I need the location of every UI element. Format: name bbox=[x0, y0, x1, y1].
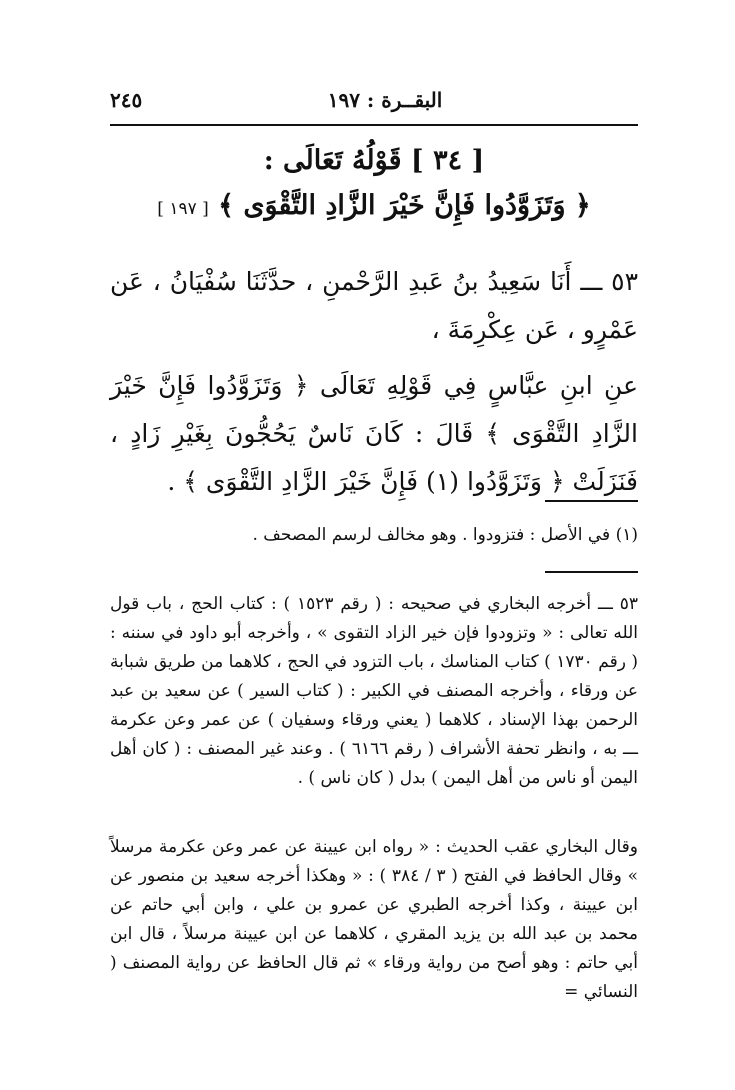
commentary-paragraph: ٥٣ ـــ أخرجه البخاري في صحيحه : ( رقم ١٥٢٣ ) : كتاب الحج ، باب قول الله تعالى : « وتزودوا فإن خير الزاد التقوى » ، وأخرجه أبو داود في سننه : ( رقم ١٧٣٠ ) كتاب المناسك ، باب التزود في الحج ، كلاهما من طريق شبابة عن ورقاء ، وأخرجه المصنف في الكبير : ( كتاب السير ) عن سعيد بن عبد الرحمن بهذا الإسناد ، كلاهما ( يعني ورقاء وسفيان ) عن عمر وعن عكرمة ـــ به ، وانظر تحفة الأشراف ( رقم ٦١٦٦ ) . وعند غير المصنف : ( كان أهل اليمن أو ناس من أهل اليمن ) بدل ( كان ناس ) . bbox=[110, 594, 639, 788]
quran-verse: ﴿ وَتَزَوَّدُوا فَإِنَّ خَيْرَ الزَّادِ التَّقْوَى ﴾ bbox=[218, 190, 591, 221]
commentary-paragraph: وقال البخاري عقب الحديث : « رواه ابن عيينة عن عمر وعن عكرمة مرسلاً » وقال الحافظ في الفتح ( ٣ / ٣٨٤ ) : « وهكذا أخرجه سعيد بن منصور عن ابن عيينة ، وكذا أخرجه الطبري عن عمرو بن علي ، وابن أبي حاتم عن محمد بن عبد الله بن يزيد المقري ، كلاهما عن ابن عيينة مرسلاً ، قال ابن أبي حاتم : وهو أصح من رواية ورقاء » ثم قال الحافظ عن رواية المصنف ( النسائي = bbox=[110, 837, 639, 1002]
hadith-matn: عنِ ابنِ عبَّاسٍ فِي قَوْلِهِ تَعَالَى ﴿ وَتَزَوَّدُوا فَإِنَّ خَيْرَ الزَّادِ التَّقْوَى ﴾ قَالَ : كَانَ نَاسٌ يَحُجُّونَ بِغَيْرِ زَادٍ ، فَنَزَلَتْ ﴿ وَتَزَوَّدُوا (١) فَإِنَّ خَيْرَ الزَّادِ التَّقْوَى ﴾ . bbox=[110, 371, 638, 496]
hadith-isnad: ٥٣ ـــ أَنَا سَعِيدُ بنُ عَبدِ الرَّحْمنِ ، حدَّثَنَا سُفْيَانُ ، عَن عَمْرٍو ، عَن عِكْرِمَةَ ، bbox=[110, 267, 638, 344]
running-title: البقــرة : ١٩٧ bbox=[327, 88, 443, 112]
verse-reference: [ ١٩٧ ] bbox=[157, 199, 209, 219]
footnote-divider bbox=[545, 500, 638, 502]
section-heading: [ ٣٤ ] قَوْلُهُ تَعَالَى : bbox=[263, 145, 485, 176]
commentary-divider bbox=[545, 571, 638, 573]
quran-verse-line bbox=[110, 190, 638, 221]
page-number: ٢٤٥ bbox=[110, 88, 143, 112]
footnote: (١) في الأصل : فتزودوا . وهو مخالف لرسم المصحف . bbox=[252, 525, 638, 545]
header-divider bbox=[110, 124, 638, 126]
